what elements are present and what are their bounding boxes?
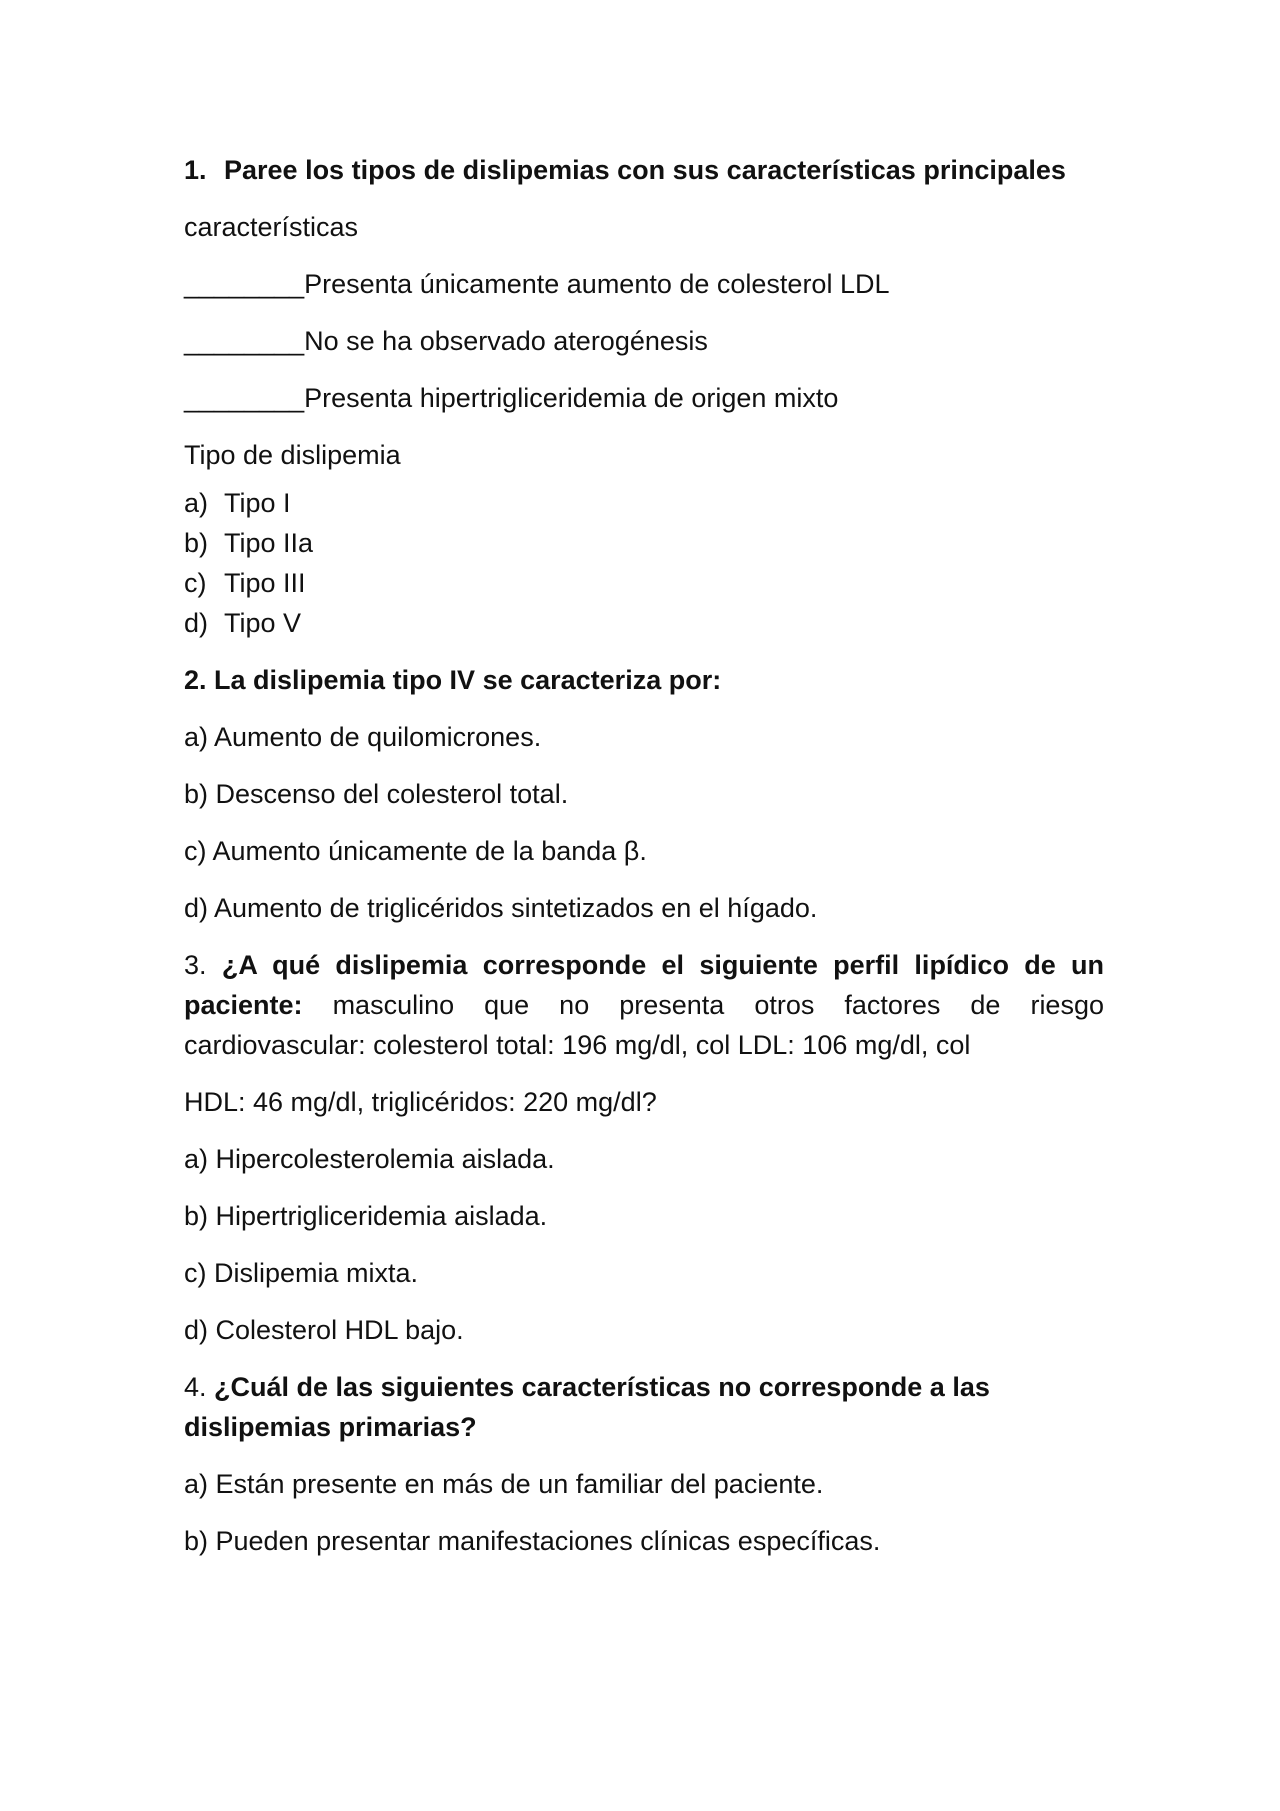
question-3-option-a: a) Hipercolesterolemia aislada. bbox=[184, 1144, 555, 1174]
question-1-number: 1. bbox=[184, 155, 207, 185]
question-3-number: 3. bbox=[184, 950, 207, 980]
list-item bbox=[184, 563, 1104, 603]
question-3-bold-text: ¿A qué dislipemia corresponde el siguiente perfil lipídico de un paciente: bbox=[184, 950, 1104, 1020]
question-3-option-b: b) Hipertrigliceridemia aislada. bbox=[184, 1201, 548, 1231]
question-3-option-d: d) Colesterol HDL bajo. bbox=[184, 1315, 464, 1345]
question-2-option-c: c) Aumento únicamente de la banda β. bbox=[184, 836, 647, 866]
blank-item-2: ________No se ha observado aterogénesis bbox=[184, 326, 708, 356]
list-item bbox=[184, 603, 1104, 643]
question-4-title bbox=[184, 1367, 1104, 1447]
option-marker: a) bbox=[184, 488, 209, 518]
question-1-title bbox=[184, 150, 1104, 190]
question-4-number: 4. bbox=[184, 1372, 207, 1402]
question-3-title bbox=[184, 945, 1104, 1065]
option-text: Tipo V bbox=[224, 608, 302, 638]
types-label: Tipo de dislipemia bbox=[184, 440, 401, 470]
option-text: Tipo III bbox=[224, 568, 306, 598]
list-item bbox=[184, 523, 1104, 563]
list-item bbox=[184, 483, 1104, 523]
question-1-text: Paree los tipos de dislipemias con sus características principales bbox=[224, 155, 1066, 185]
question-2-option-b: b) Descenso del colesterol total. bbox=[184, 779, 569, 809]
question-3-rest-text: masculino que no presenta otros factores de riesgo cardiovascular: colesterol total: 196 mg/dl, col LDL: 106 mg/dl, col bbox=[184, 990, 1104, 1060]
blank-item-3: ________Presenta hipertrigliceridemia de origen mixto bbox=[184, 383, 839, 413]
question-4-option-a: a) Están presente en más de un familiar del paciente. bbox=[184, 1469, 824, 1499]
option-marker: b) bbox=[184, 528, 209, 558]
document-content bbox=[184, 150, 1104, 1578]
question-2-option-d: d) Aumento de triglicéridos sintetizados en el hígado. bbox=[184, 893, 818, 923]
question-2-option-a: a) Aumento de quilomicrones. bbox=[184, 722, 542, 752]
question-2-title: 2. La dislipemia tipo IV se caracteriza por: bbox=[184, 665, 722, 695]
blank-item-1: ________Presenta únicamente aumento de colesterol LDL bbox=[184, 269, 890, 299]
question-3-continuation: HDL: 46 mg/dl, triglicéridos: 220 mg/dl? bbox=[184, 1087, 657, 1117]
characteristics-label: características bbox=[184, 212, 359, 242]
option-text: Tipo IIa bbox=[224, 528, 314, 558]
option-marker: c) bbox=[184, 568, 207, 598]
question-4-option-b: b) Pueden presentar manifestaciones clínicas específicas. bbox=[184, 1526, 881, 1556]
question-4-bold-text: ¿Cuál de las siguientes características no corresponde a las dislipemias primarias? bbox=[184, 1372, 990, 1442]
option-marker: d) bbox=[184, 608, 209, 638]
question-3-option-c: c) Dislipemia mixta. bbox=[184, 1258, 419, 1288]
option-text: Tipo I bbox=[224, 488, 291, 518]
type-options-list bbox=[184, 483, 1104, 643]
